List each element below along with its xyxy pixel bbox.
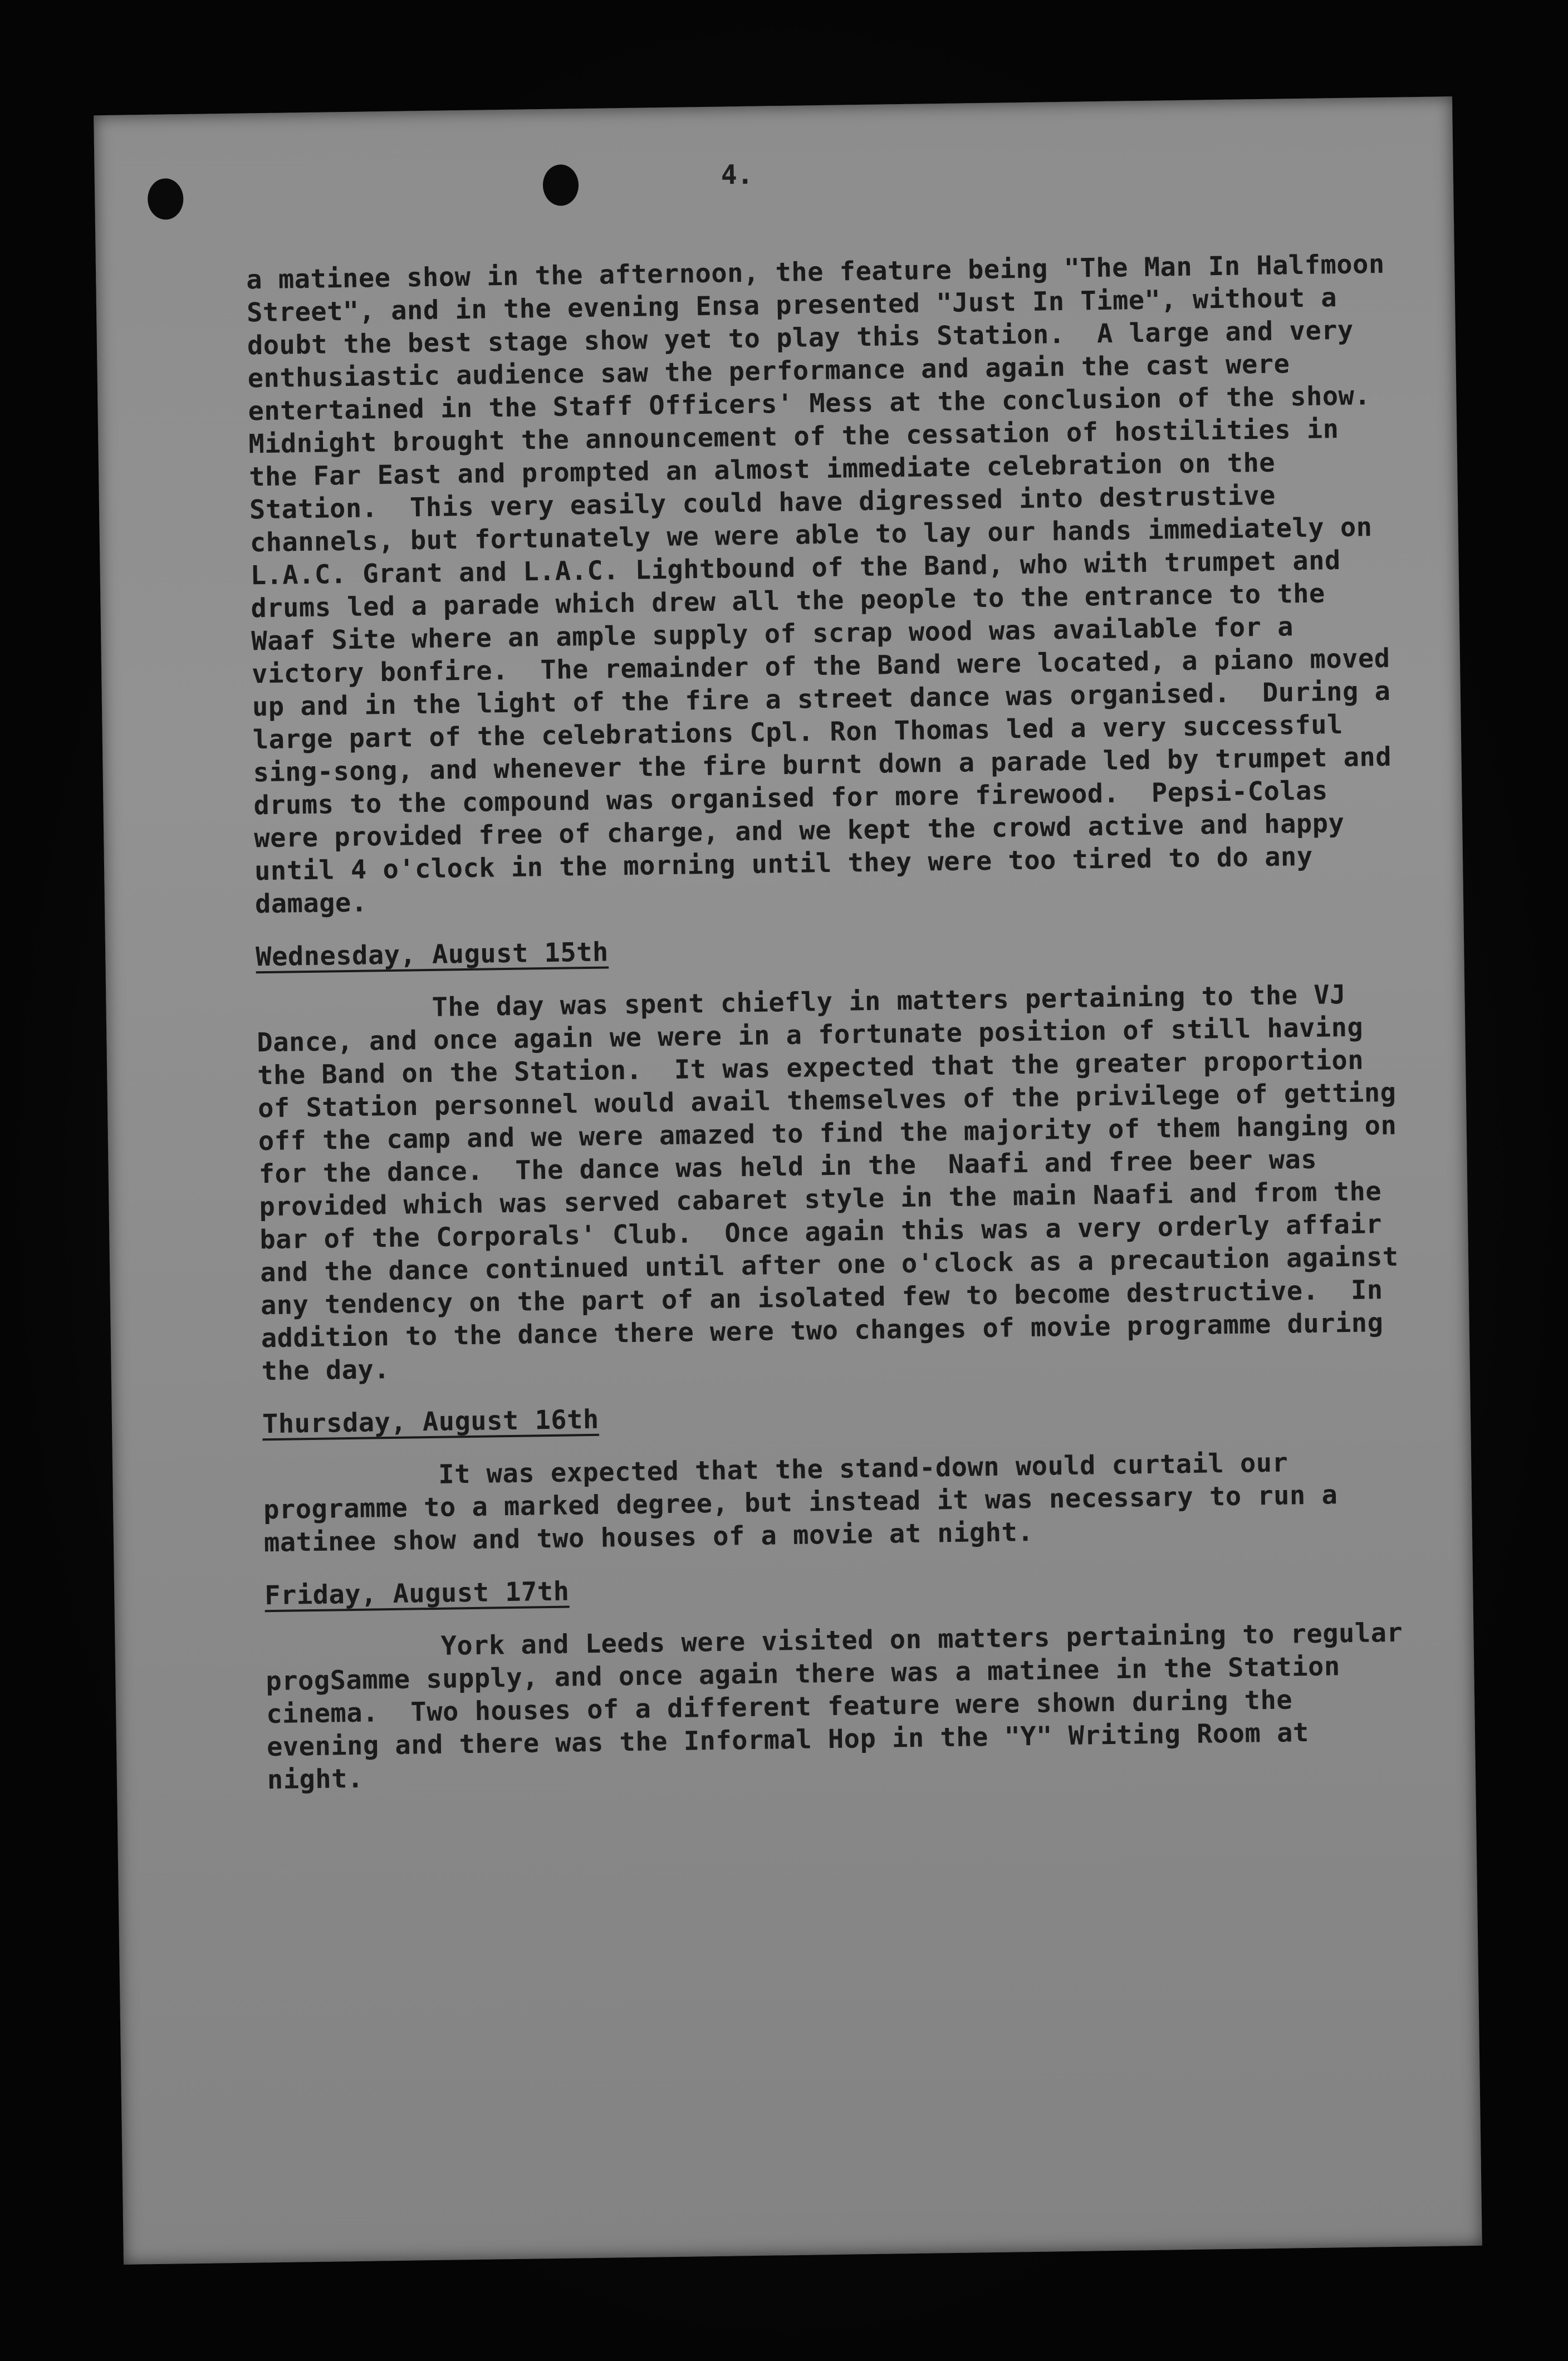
document-page bbox=[94, 96, 1482, 2265]
section-paragraph: The day was spent chiefly in matters pertaining to the VJ Dance, and once again we were in a fortunate position of still having the Band on the Station. It was expected that the greater proportion of Station personnel would avail themselves of the privilege of getting off the camp and we were amazed to find the majority of them hanging on for the dance. The dance was held in the Naafi and free beer was provided which was served cabaret style in the main Naafi and from the bar of the Corporals' Club. Once again this was a very orderly affair and the dance continued until after one o'clock as a precaution against any tendency on the part of an isolated few to become destructive. In addition to the dance there were two changes of movie programme during the day. bbox=[257, 979, 1415, 1387]
section-paragraph: It was expected that the stand-down would curtail our programme to a marked degree, but instead it was necessary to run a matinee show and two houses of a movie at night. bbox=[263, 1447, 1354, 1559]
section-friday bbox=[264, 1543, 1419, 1796]
section-heading: Thursday, August 16th bbox=[262, 1404, 600, 1440]
punch-hole-left bbox=[148, 178, 184, 220]
punch-hole-right bbox=[542, 164, 579, 206]
section-paragraph: York and Leeds were visited on matters pertaining to regular progSamme supply, and once again there was a matinee in the Station cinema. Two houses of a different feature were shown during the evening and there was the Informal Hop in the "Y" Writing Room at night. bbox=[266, 1617, 1419, 1796]
section-heading: Friday, August 17th bbox=[264, 1576, 570, 1611]
document-body bbox=[246, 248, 1419, 1796]
section-wednesday bbox=[255, 905, 1415, 1388]
page-number: 4. bbox=[721, 159, 753, 191]
section-heading: Wednesday, August 15th bbox=[255, 937, 609, 973]
section-thursday bbox=[262, 1371, 1411, 1559]
continued-paragraph: a matinee show in the afternoon, the feature being "The Man In Halfmoon Street", and in the evening Ensa presented "Just In Time", without a doubt the best stage show yet to play this Station. A large and very enthusiastic audience saw the performance and again the cast were entertained in the Staff Officers' Mess at the conclusion of the show. Midnight brought the announcement of the cessation of hostilities in the Far East and prompted an almost immediate celebration on the Station. This very easily could have digressed into destrustive channels, but fortunately we were able to lay our hands immediately on L.A.C. Grant and L.A.C. Lightbound of the Band, who with trumpet and drums led a parade which drew all the people to the entrance to the Waaf Site where an ample supply of scrap wood was available for a victory bonfire. The remainder of the Band were located, a piano moved up and in the light of the fire a street dance was organised. During a large part of the celebrations Cpl. Ron Thomas led a very successful sing-song, and whenever the fire burnt down a parade led by trumpet and drums to the compound was organised for more firewood. Pepsi-Colas were provided free of charge, and we kept the crowd active and happy until 4 o'clock in the morning until they were too tired to do any damage. bbox=[246, 248, 1408, 920]
